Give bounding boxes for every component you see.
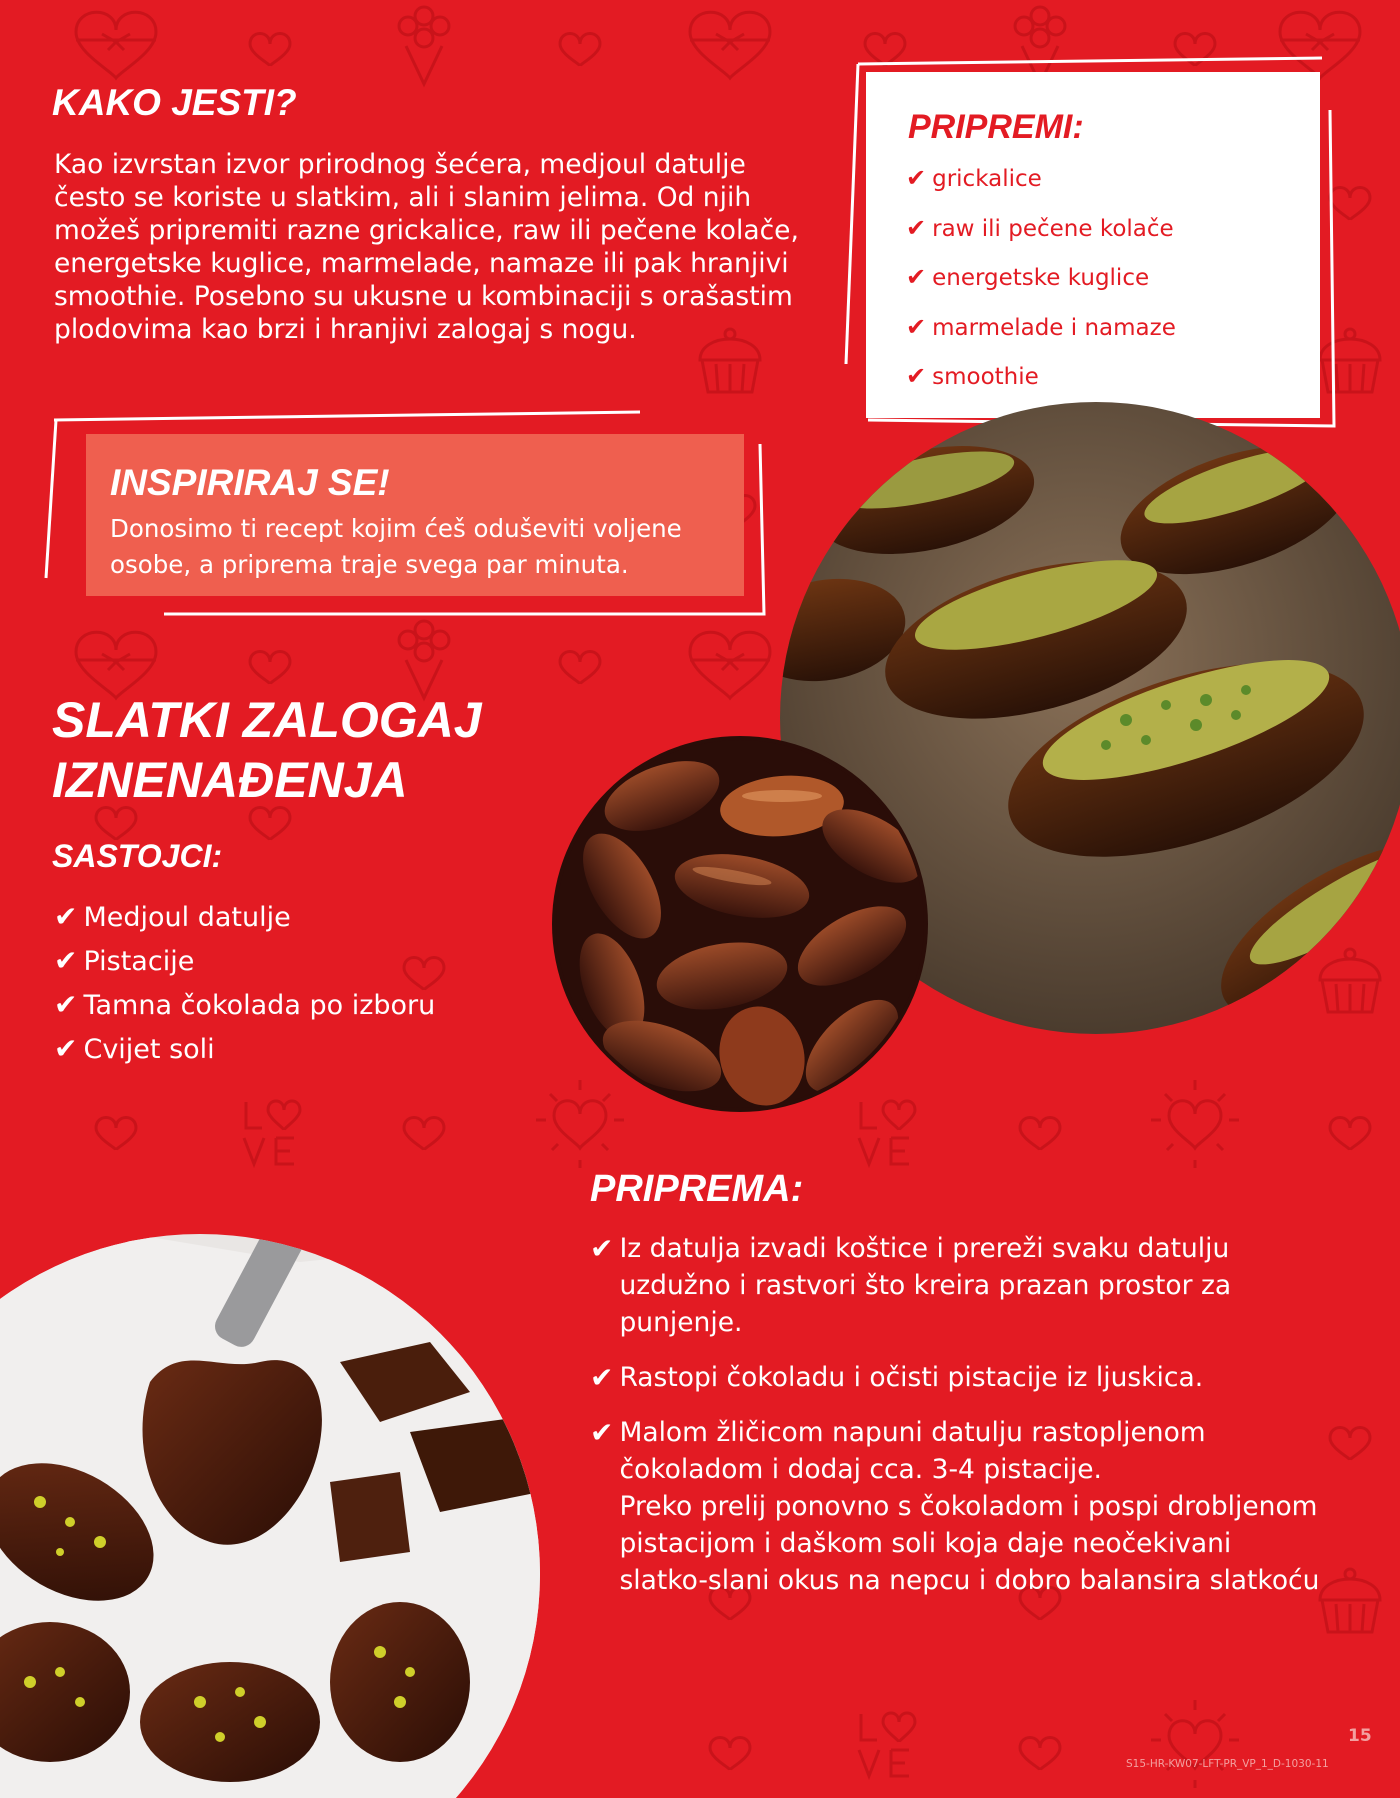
pripremi-heading: PRIPREMI: (908, 108, 1084, 146)
preparation-heading: PRIPREMA: (590, 1168, 804, 1210)
checkmark-icon: ✔ (54, 988, 78, 1021)
list-item: ✔ Malom žličicom napuni datulju rastopljenom čokoladom i dodaj cca. 3-4 pistacije. Preko prelij ponovno s čokoladom i pospi drobljenom pistacijom i daškom soli koja daje neočekivani slatko-slani okus na nepcu i dobro balansira slatkoću (590, 1414, 1320, 1599)
checkmark-icon: ✔ (54, 900, 78, 933)
page-code: S15-HR-KW07-LFT-PR_VP_1_D-1030-11 (1126, 1758, 1329, 1770)
preparation-steps (590, 1230, 1320, 1617)
list-item: ✔ Iz datulja izvadi koštice i prereži svaku datulju uzdužno i rastvori što kreira prazan prostor za punjenje. (590, 1230, 1320, 1341)
list-item: ✔ Cvijet soli (54, 1032, 215, 1065)
list-item: ✔ raw ili pečene kolače (906, 213, 1174, 242)
kako-jesti-text: Kao izvrstan izvor prirodnog šećera, medjoul datulje često se koriste u slatkim, ali i slanim jelima. Od njih možeš pripremiti razne grickalice, raw ili pečene kolače, energetske kuglice, marmelade, namaze ili pak hranjivi smoothie. Posebno su ukusne u kombinaciji s orašastim plodovima kao brzi i hranjivi zalogaj s nogu. (54, 149, 799, 345)
list-item: ✔ Tamna čokolada po izboru (54, 988, 436, 1021)
inspiriraj-text: Donosimo ti recept kojim ćeš oduševiti voljene osobe, a priprema traje svega par minuta. (110, 514, 682, 579)
checkmark-icon: ✔ (54, 944, 78, 977)
recipe-title: SLATKI ZALOGAJ IZNENAĐENJA (52, 692, 482, 808)
list-item: ✔ smoothie (906, 362, 1039, 390)
list-item: ✔ marmelade i namaze (906, 312, 1176, 341)
inspiriraj-heading: INSPIRIRAJ SE! (110, 462, 390, 503)
kako-jesti-heading: KAKO JESTI? (52, 82, 297, 123)
medjool-dates-photo (552, 736, 928, 1112)
chocolate-dates-photo (0, 1162, 550, 1798)
checkmark-icon: ✔ (906, 312, 927, 341)
list-item: ✔ Medjoul datulje (54, 900, 291, 933)
list-item: ✔ Rastopi čokoladu i očisti pistacije iz ljuskica. (590, 1361, 1204, 1394)
checkmark-icon: ✔ (906, 213, 927, 242)
page-number: 15 (1348, 1726, 1372, 1746)
list-item: ✔ energetske kuglice (906, 263, 1150, 291)
checkmark-icon: ✔ (590, 1416, 614, 1449)
checkmark-icon: ✔ (590, 1232, 614, 1265)
checkmark-icon: ✔ (590, 1361, 614, 1394)
ingredients-list (54, 900, 435, 1076)
ingredients-heading: SASTOJCI: (52, 838, 223, 874)
checkmark-icon: ✔ (54, 1032, 78, 1065)
checkmark-icon: ✔ (906, 362, 927, 390)
checkmark-icon: ✔ (906, 164, 927, 192)
list-item: ✔ Pistacije (54, 944, 195, 977)
pripremi-list (906, 164, 1176, 412)
list-item: ✔ grickalice (906, 164, 1042, 192)
checkmark-icon: ✔ (906, 263, 927, 291)
